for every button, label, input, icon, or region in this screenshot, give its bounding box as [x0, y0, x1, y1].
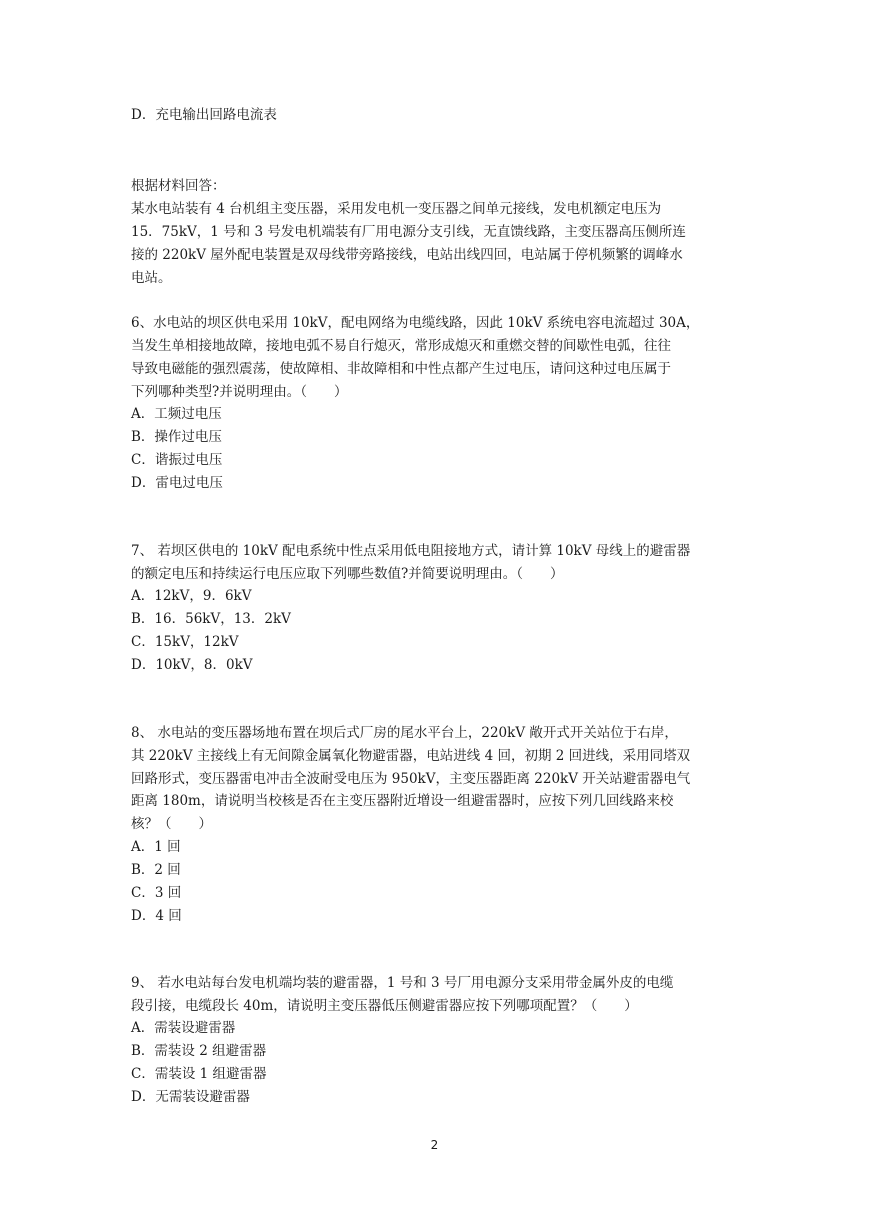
top-option-d: D．充电输出回路电流表 [131, 107, 277, 123]
option-a: A．12kV，9．6kV [131, 588, 252, 604]
option-a: A．1 回 [131, 839, 181, 855]
question-stem: 距离 180m，请说明当校核是否在主变压器附近增设一组避雷器时，应按下列几回线路来校 [131, 793, 674, 809]
question-stem: 导致电磁能的强烈震荡，使故障相、非故障相和中性点都产生过电压，请问这种过电压属于 [131, 361, 671, 377]
question-stem: 其 220kV 主接线上有无间隙金属氧化物避雷器，电站进线 4 回，初期 2 回进线，采用同塔双 [131, 748, 691, 764]
option-c: C．需装设 1 组避雷器 [131, 1066, 267, 1082]
question-stem: 6、水电站的坝区供电采用 10kV，配电网络为电缆线路，因此 10kV 系统电容电流超过 30A， [131, 315, 700, 331]
question-stem: 当发生单相接地故障，接地电弧不易自行熄灭，常形成熄灭和重燃交替的间歇性电弧，往往 [131, 338, 671, 354]
page-number: 2 [430, 1138, 439, 1152]
material-line: 某水电站装有 4 台机组主变压器，采用发电机一变压器之间单元接线，发电机额定电压为 [131, 201, 662, 217]
question-stem: 8、 水电站的变压器场地布置在坝后式厂房的尾水平台上，220kV 敞开式开关站位于右岸， [131, 725, 678, 741]
material-line: 15．75kV，1 号和 3 号发电机端装有厂用电源分支引线，无直馈线路，主变压器高压侧所连 [131, 224, 686, 240]
question-stem: 段引接，电缆段长 40m，请说明主变压器低压侧避雷器应按下列哪项配置？（ ） [131, 998, 638, 1014]
material-heading: 根据材料回答： [131, 178, 226, 194]
option-d: D．10kV，8．0kV [131, 657, 253, 673]
option-b: B．操作过电压 [131, 429, 222, 445]
option-d: D．无需装设避雷器 [131, 1089, 250, 1105]
material-line: 接的 220kV 屋外配电装置是双母线带旁路接线，电站出线四回，电站属于停机频繁的调峰水 [131, 247, 683, 263]
option-c: C．3 回 [131, 885, 182, 901]
question-stem: 下列哪种类型?并说明理由。（ ） [131, 384, 348, 400]
question-stem: 9、 若水电站每台发电机端均装的避雷器，1 号和 3 号厂用电源分支采用带金属外皮的电缆 [131, 975, 674, 991]
option-b: B．2 回 [131, 862, 181, 878]
option-d: D．4 回 [131, 908, 182, 924]
option-c: C．谐振过电压 [131, 452, 223, 468]
option-a: A．工频过电压 [131, 406, 222, 422]
option-a: A．需装设避雷器 [131, 1020, 236, 1036]
option-c: C．15kV，12kV [131, 634, 239, 650]
material-line: 电站。 [131, 270, 172, 286]
question-stem: 的额定电压和持续运行电压应取下列哪些数值?并简要说明理由。（ ） [131, 566, 564, 582]
option-d: D．雷电过电压 [131, 475, 223, 491]
question-stem: 回路形式，变压器雷电冲击全波耐受电压为 950kV，主变压器距离 220kV 开关站避雷器电气 [131, 771, 691, 787]
option-b: B．16．56kV，13．2kV [131, 611, 291, 627]
question-stem: 7、 若坝区供电的 10kV 配电系统中性点采用低电阻接地方式，请计算 10kV 母线上的避雷器 [131, 543, 691, 559]
question-stem: 核？（ ） [131, 816, 212, 832]
option-b: B．需装设 2 组避雷器 [131, 1043, 267, 1059]
